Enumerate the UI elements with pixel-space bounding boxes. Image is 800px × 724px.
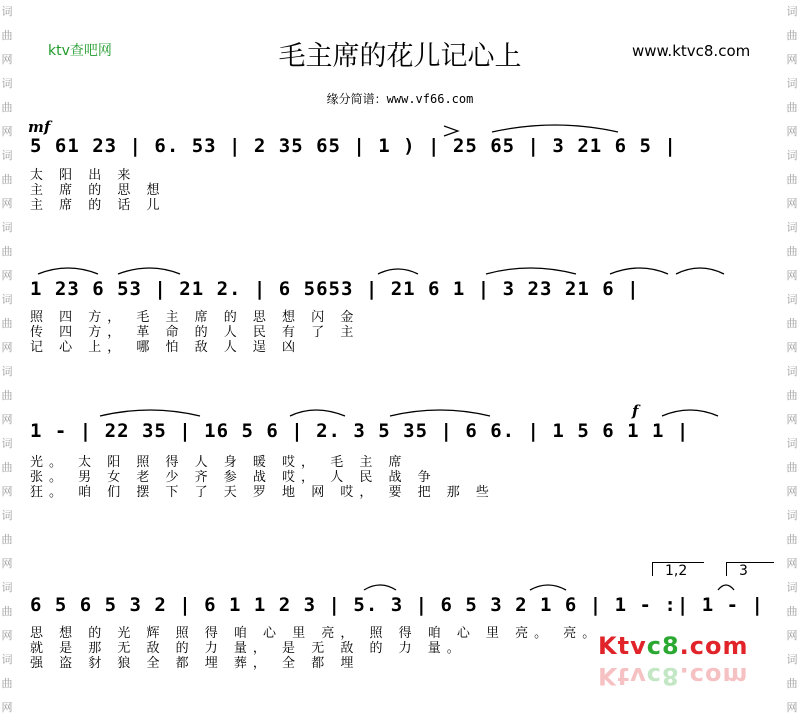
lyric-row-1-verse-1: 太 阳 出 来 xyxy=(30,168,137,183)
watermark-char: 词 xyxy=(786,365,798,378)
watermark-char: 网 xyxy=(1,557,13,570)
watermark-char: 曲 xyxy=(1,29,13,42)
lyric-row-3-verse-2: 张。 男 女 老 少 齐 参 战 哎， 人 民 战 争 xyxy=(30,470,437,485)
watermark-char: 词 xyxy=(786,5,798,18)
notation-row-3: 1 - | 22 35 | 16 5 6 | 2. 3 5 35 | 6 6. | 1 5 6 1 1 | xyxy=(30,420,690,442)
watermark-char: 曲 xyxy=(1,317,13,330)
lyric-row-4-verse-2: 就 是 那 无 敌 的 力 量， 是 无 敌 的 力 量。 xyxy=(30,641,466,656)
watermark-char: 曲 xyxy=(786,605,798,618)
watermark-char: 词 xyxy=(1,77,13,90)
watermark-char: 词 xyxy=(1,653,13,666)
watermark-char: 词 xyxy=(786,77,798,90)
notation-row-2: 1 23 6 53 | 21 2. | 6 5653 | 21 6 1 | 3 23 21 6 | xyxy=(30,278,640,300)
watermark-char: 词 xyxy=(786,293,798,306)
watermark-char: 网 xyxy=(1,197,13,210)
credit-line: 缘分简谱：www.vf66.com xyxy=(326,92,474,106)
watermark-char: 曲 xyxy=(1,461,13,474)
watermark-char: 网 xyxy=(1,269,13,282)
watermark-char: 曲 xyxy=(1,677,13,690)
lyric-row-2-verse-1: 照 四 方， 毛 主 席 的 思 想 闪 金 xyxy=(30,310,360,325)
watermark-char: 网 xyxy=(786,701,798,714)
watermark-char: 曲 xyxy=(1,605,13,618)
watermark-char: 网 xyxy=(1,53,13,66)
watermark-char: 网 xyxy=(786,269,798,282)
watermark-char: 网 xyxy=(786,629,798,642)
watermark-char: 词 xyxy=(786,581,798,594)
watermark-char: 词 xyxy=(786,653,798,666)
lyric-row-1-verse-3: 主 席 的 话 儿 xyxy=(30,198,166,213)
lyric-row-4-verse-3: 强 盗 豺 狼 全 都 埋 葬， 全 都 埋 xyxy=(30,656,360,671)
watermark-char: 词 xyxy=(786,149,798,162)
watermark-char: 曲 xyxy=(786,533,798,546)
watermark-char: 网 xyxy=(786,341,798,354)
watermark-char: 曲 xyxy=(786,245,798,258)
notation-row-4: 6 5 6 5 3 2 | 6 1 1 2 3 | 5. 3 | 6 5 3 2 1 6 | 1 - :| 1 - | xyxy=(30,594,764,616)
lyric-row-1-verse-2: 主 席 的 思 想 xyxy=(30,183,166,198)
watermark-char: 网 xyxy=(786,413,798,426)
dynamic-marking-f: f xyxy=(632,402,639,420)
watermark-char: 词 xyxy=(1,581,13,594)
watermark-char: 网 xyxy=(1,413,13,426)
notation-row-1: 5 61 23 | 6. 53 | 2 35 65 | 1 ) | 25 65 | 3 21 6 5 | xyxy=(30,135,677,157)
watermark-char: 词 xyxy=(1,221,13,234)
watermark-char: 曲 xyxy=(1,173,13,186)
watermark-char: 词 xyxy=(1,509,13,522)
volta-first-ending: 1,2 xyxy=(652,562,704,576)
watermark-char: 词 xyxy=(786,509,798,522)
watermark-char: 曲 xyxy=(1,533,13,546)
lyric-row-3-verse-3: 狂。 咱 们 摆 下 了 天 罗 地 网 哎， 要 把 那 些 xyxy=(30,485,495,500)
site-logo: Ktvc8.com xyxy=(598,632,749,660)
site-url: www.ktvc8.com xyxy=(632,42,751,60)
watermark-char: 曲 xyxy=(786,677,798,690)
watermark-char: 曲 xyxy=(786,389,798,402)
watermark-char: 曲 xyxy=(786,101,798,114)
brand-label: ktv查吧网 xyxy=(48,43,112,59)
page-title: 毛主席的花儿记心上 xyxy=(278,41,522,72)
lyric-row-3-verse-1: 光。 太 阳 照 得 人 身 暖 哎， 毛 主 席 xyxy=(30,455,408,470)
watermark-char: 词 xyxy=(1,365,13,378)
watermark-char: 网 xyxy=(1,485,13,498)
watermark-char: 曲 xyxy=(786,29,798,42)
watermark-char: 网 xyxy=(786,557,798,570)
site-logo-reflection: Ktvc8.com xyxy=(598,662,749,690)
watermark-char: 词 xyxy=(1,149,13,162)
watermark-char: 网 xyxy=(1,125,13,138)
watermark-char: 词 xyxy=(786,221,798,234)
watermark-char: 网 xyxy=(1,341,13,354)
watermark-char: 网 xyxy=(1,701,13,714)
lyric-row-2-verse-2: 传 四 方， 革 命 的 人 民 有 了 主 xyxy=(30,325,360,340)
lyric-row-4-verse-1: 思 想 的 光 辉 照 得 咱 心 里 亮， 照 得 咱 心 里 亮。 亮。 xyxy=(30,626,602,641)
watermark-char: 曲 xyxy=(1,245,13,258)
watermark-char: 词 xyxy=(1,437,13,450)
watermark-char: 曲 xyxy=(786,317,798,330)
watermark-char: 曲 xyxy=(786,173,798,186)
volta-second-ending: 3 xyxy=(726,562,774,576)
watermark-char: 网 xyxy=(786,197,798,210)
watermark-char: 网 xyxy=(786,53,798,66)
watermark-char: 曲 xyxy=(1,101,13,114)
watermark-char: 网 xyxy=(786,125,798,138)
lyric-row-2-verse-3: 记 心 上， 哪 怕 敌 人 逞 凶 xyxy=(30,340,302,355)
watermark-char: 词 xyxy=(1,5,13,18)
watermark-char: 网 xyxy=(786,485,798,498)
dynamic-marking-mf: mf xyxy=(28,118,51,136)
watermark-char: 词 xyxy=(1,293,13,306)
watermark-char: 曲 xyxy=(786,461,798,474)
watermark-char: 词 xyxy=(786,437,798,450)
watermark-char: 网 xyxy=(1,629,13,642)
watermark-char: 曲 xyxy=(1,389,13,402)
